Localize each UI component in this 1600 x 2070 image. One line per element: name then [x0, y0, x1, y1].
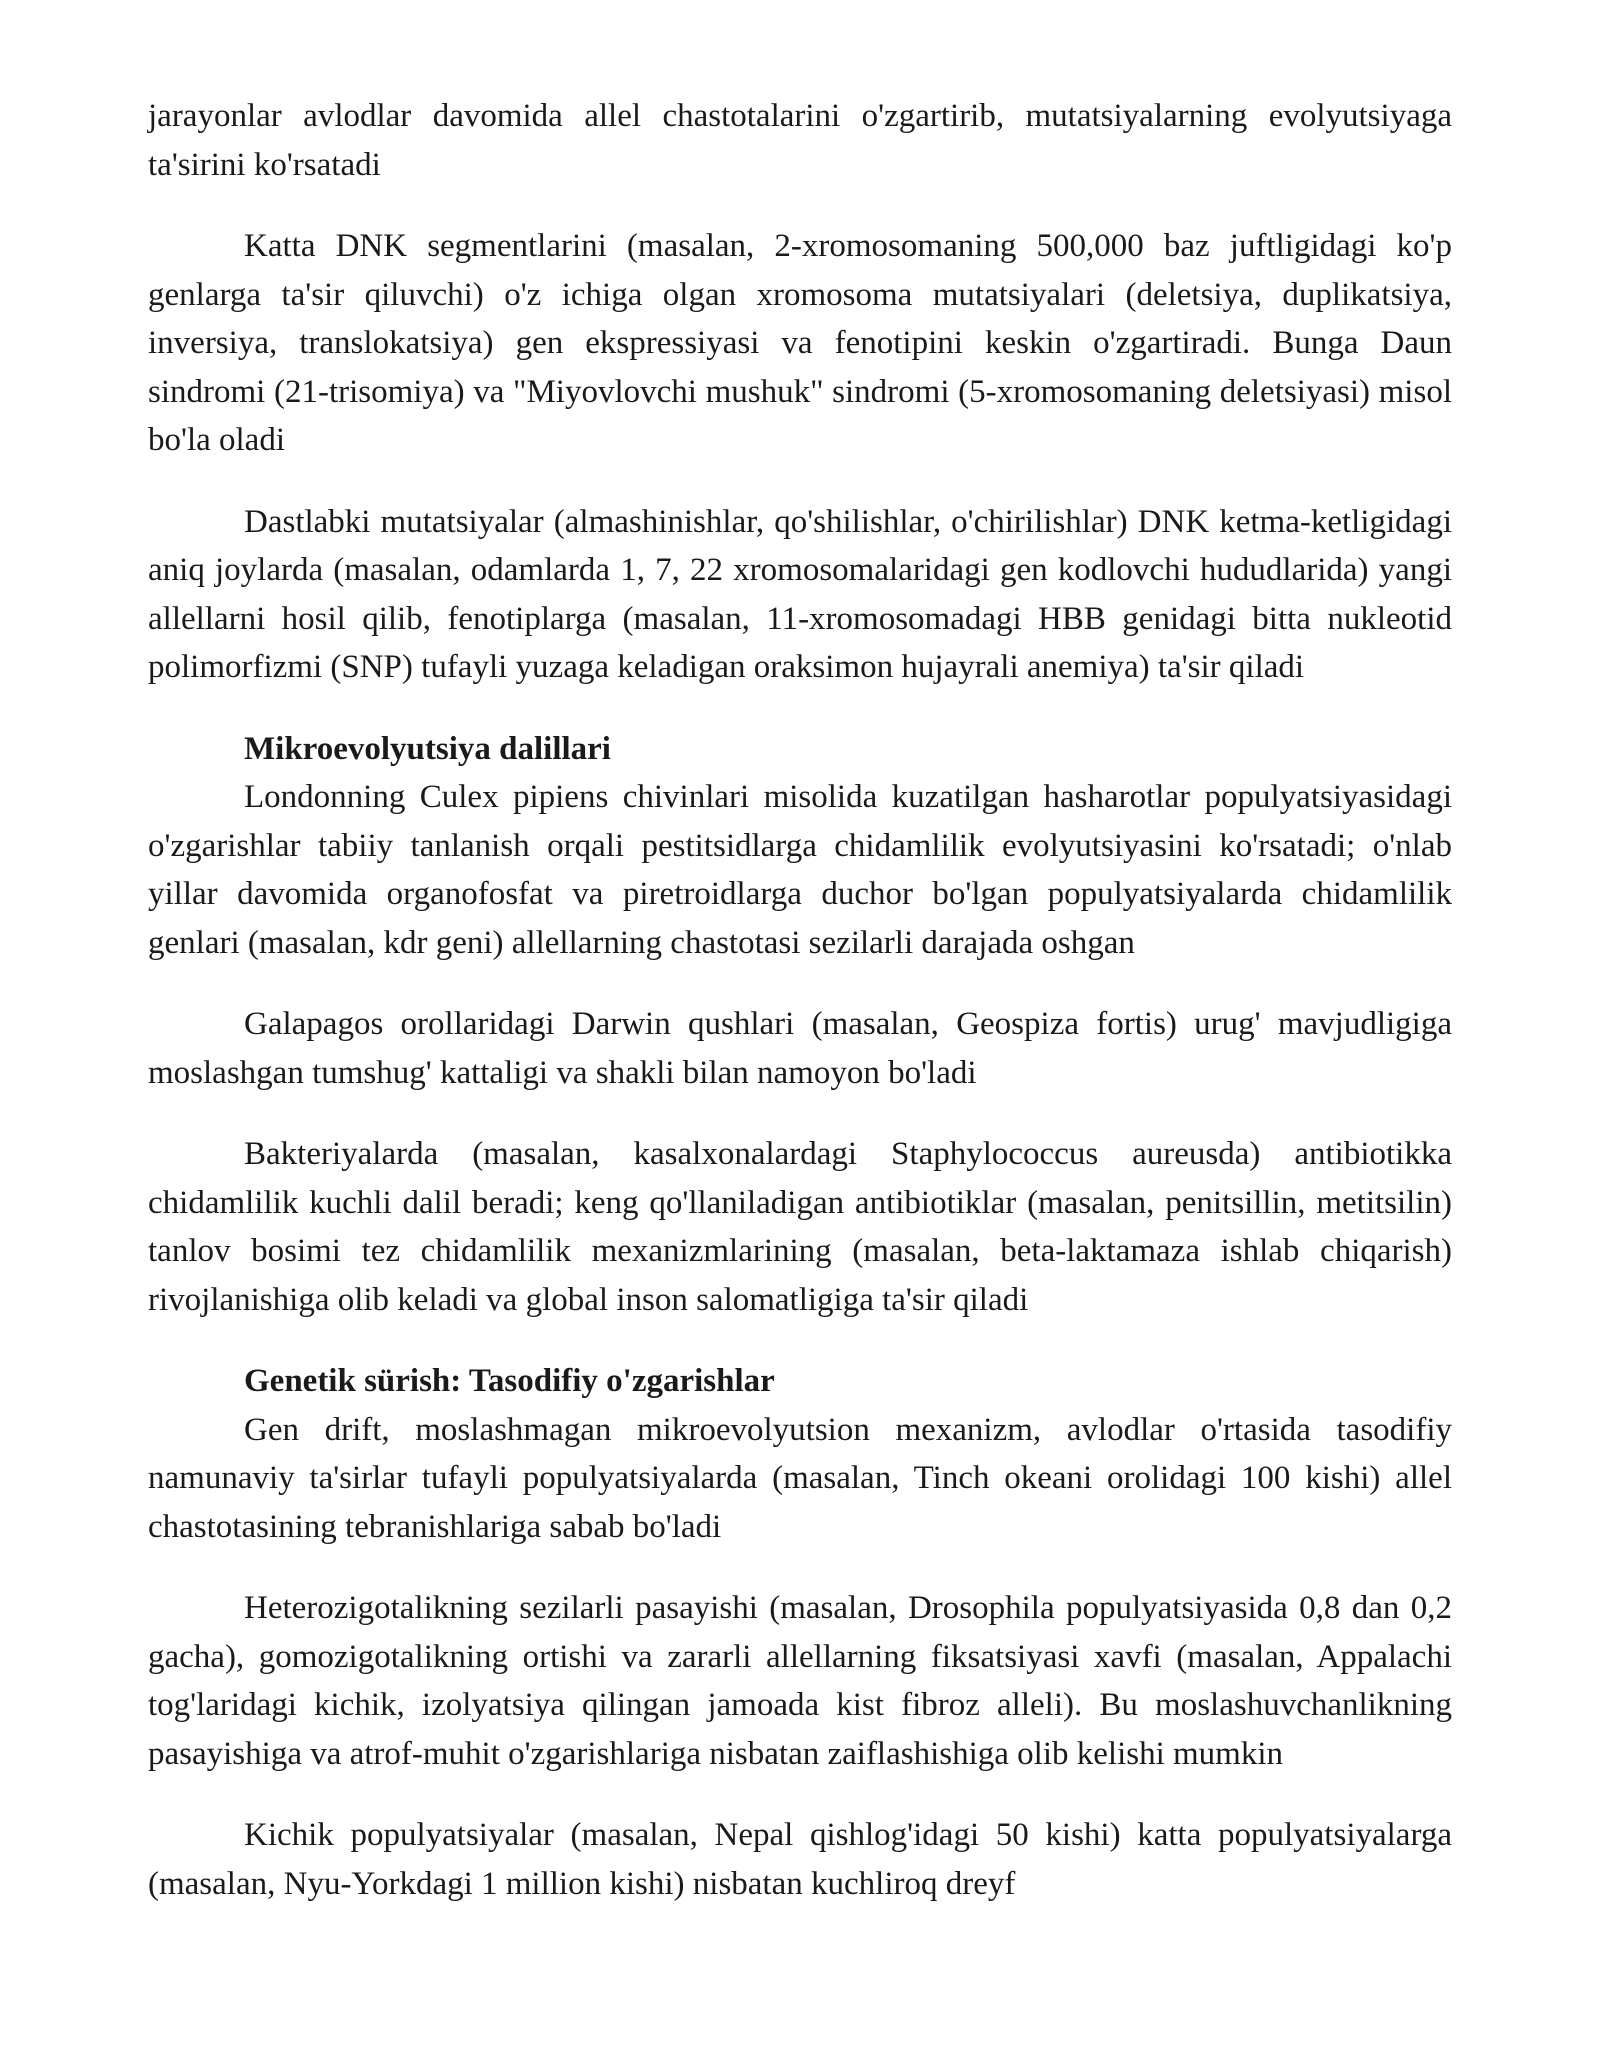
paragraph-antibiotic-resistance: Bakteriyalarda (masalan, kasalxonalardagi Staphylococcus aureusda) antibiotikka chidamlilik kuchli dalil beradi; keng qo'llaniladigan antibiotiklar (masalan, penitsillin, metitsilin) tanlov bosimi tez chidamlilik mexanizmlarining (masalan, beta-laktamaza ishlab chiqarish) rivojlanishiga olib keladi va global inson salomatligiga ta'sir qiladi — [148, 1136, 1452, 1318]
paragraph-heterozygosity: Heterozigotalikning sezilarli pasayishi (masalan, Drosophila populyatsiyasida 0,8 dan 0,2 gacha), gomozigotalikning ortishi va zararli allellarning fiksatsiyasi xavfi (masalan, Appalachi tog'laridagi kichik, izolyatsiya qilingan jamoada kist fibroz alleli). Bu moslashuvchanlikning pasayishiga va atrof-muhit o'zgarishlariga nisbatan zaiflashishiga olib kelishi mumkin — [148, 1590, 1452, 1772]
paragraph-small-populations: Kichik populyatsiyalar (masalan, Nepal qishlog'idagi 50 kishi) katta populyatsiyalarga (masalan, Nyu-Yorkdagi 1 million kishi) nisbatan kuchliroq dreyf — [148, 1817, 1452, 1902]
section-heading-microevolution: Mikroevolyutsiya dalillari — [244, 730, 611, 767]
paragraph-darwin-finches: Galapagos orollaridagi Darwin qushlari (masalan, Geospiza fortis) urug' mavjudligiga moslashgan tumshug' kattaligi va shakli bilan namoyon bo'ladi — [148, 1006, 1452, 1091]
section-heading-genetic-drift: Genetik sürish: Tasodifiy o'zgarishlar — [244, 1363, 775, 1399]
paragraph-gene-drift: Gen drift, moslashmagan mikroevolyutsion mexanizm, avlodlar o'rtasida tasodifiy namunaviy ta'sirlar tufayli populyatsiyalarda (masalan, Tinch okeani orolidagi 100 kishi) allel chastotasining tebranishlariga sabab bo'ladi — [148, 1411, 1452, 1545]
paragraph-chromosome-mutations: Katta DNK segmentlarini (masalan, 2-xromosomaning 500,000 baz juftligidagi ko'p genlarga ta'sir qiluvchi) o'z ichiga olgan xromosoma mutatsiyalari (deletsiya, duplikatsiya, inversiya, translokatsiya) gen ekspressiyasi va fenotipini keskin o'zgartiradi. Bunga Daun sindromi (21-trisomiya) va "Miyovlovchi mushuk" sindromi (5-xromosomaning deletsiyasi) misol bo'la oladi — [148, 228, 1452, 458]
document-page — [148, 92, 1452, 1908]
paragraph-point-mutations: Dastlabki mutatsiyalar (almashinishlar, qo'shilishlar, o'chirilishlar) DNK ketma-ketligidagi aniq joylarda (masalan, odamlarda 1, 7, 22 xromosomalaridagi gen kodlovchi hududlarida) yangi allellarni hosil qilib, fenotiplarga (masalan, 11-xromosomadagi HBB genidagi bitta nukleotid polimorfizmi (SNP) tufayli yuzaga keladigan oraksimon hujayrali anemiya) ta'sir qiladi — [148, 503, 1452, 685]
paragraph-continuation: jarayonlar avlodlar davomida allel chastotalarini o'zgartirib, mutatsiyalarning evolyutsiyaga ta'sirini ko'rsatadi — [148, 98, 1452, 183]
paragraph-culex-pipiens: Londonning Culex pipiens chivinlari misolida kuzatilgan hasharotlar populyatsiyasidagi o'zgarishlar tabiiy tanlanish orqali pestitsidlarga chidamlilik evolyutsiyasini ko'rsatadi; o'nlab yillar davomida organofosfat va piretroidlarga duchor bo'lgan populyatsiyalarda chidamlilik genlari (masalan, kdr geni) allellarning chastotasi sezilarli darajada oshgan — [148, 779, 1452, 961]
